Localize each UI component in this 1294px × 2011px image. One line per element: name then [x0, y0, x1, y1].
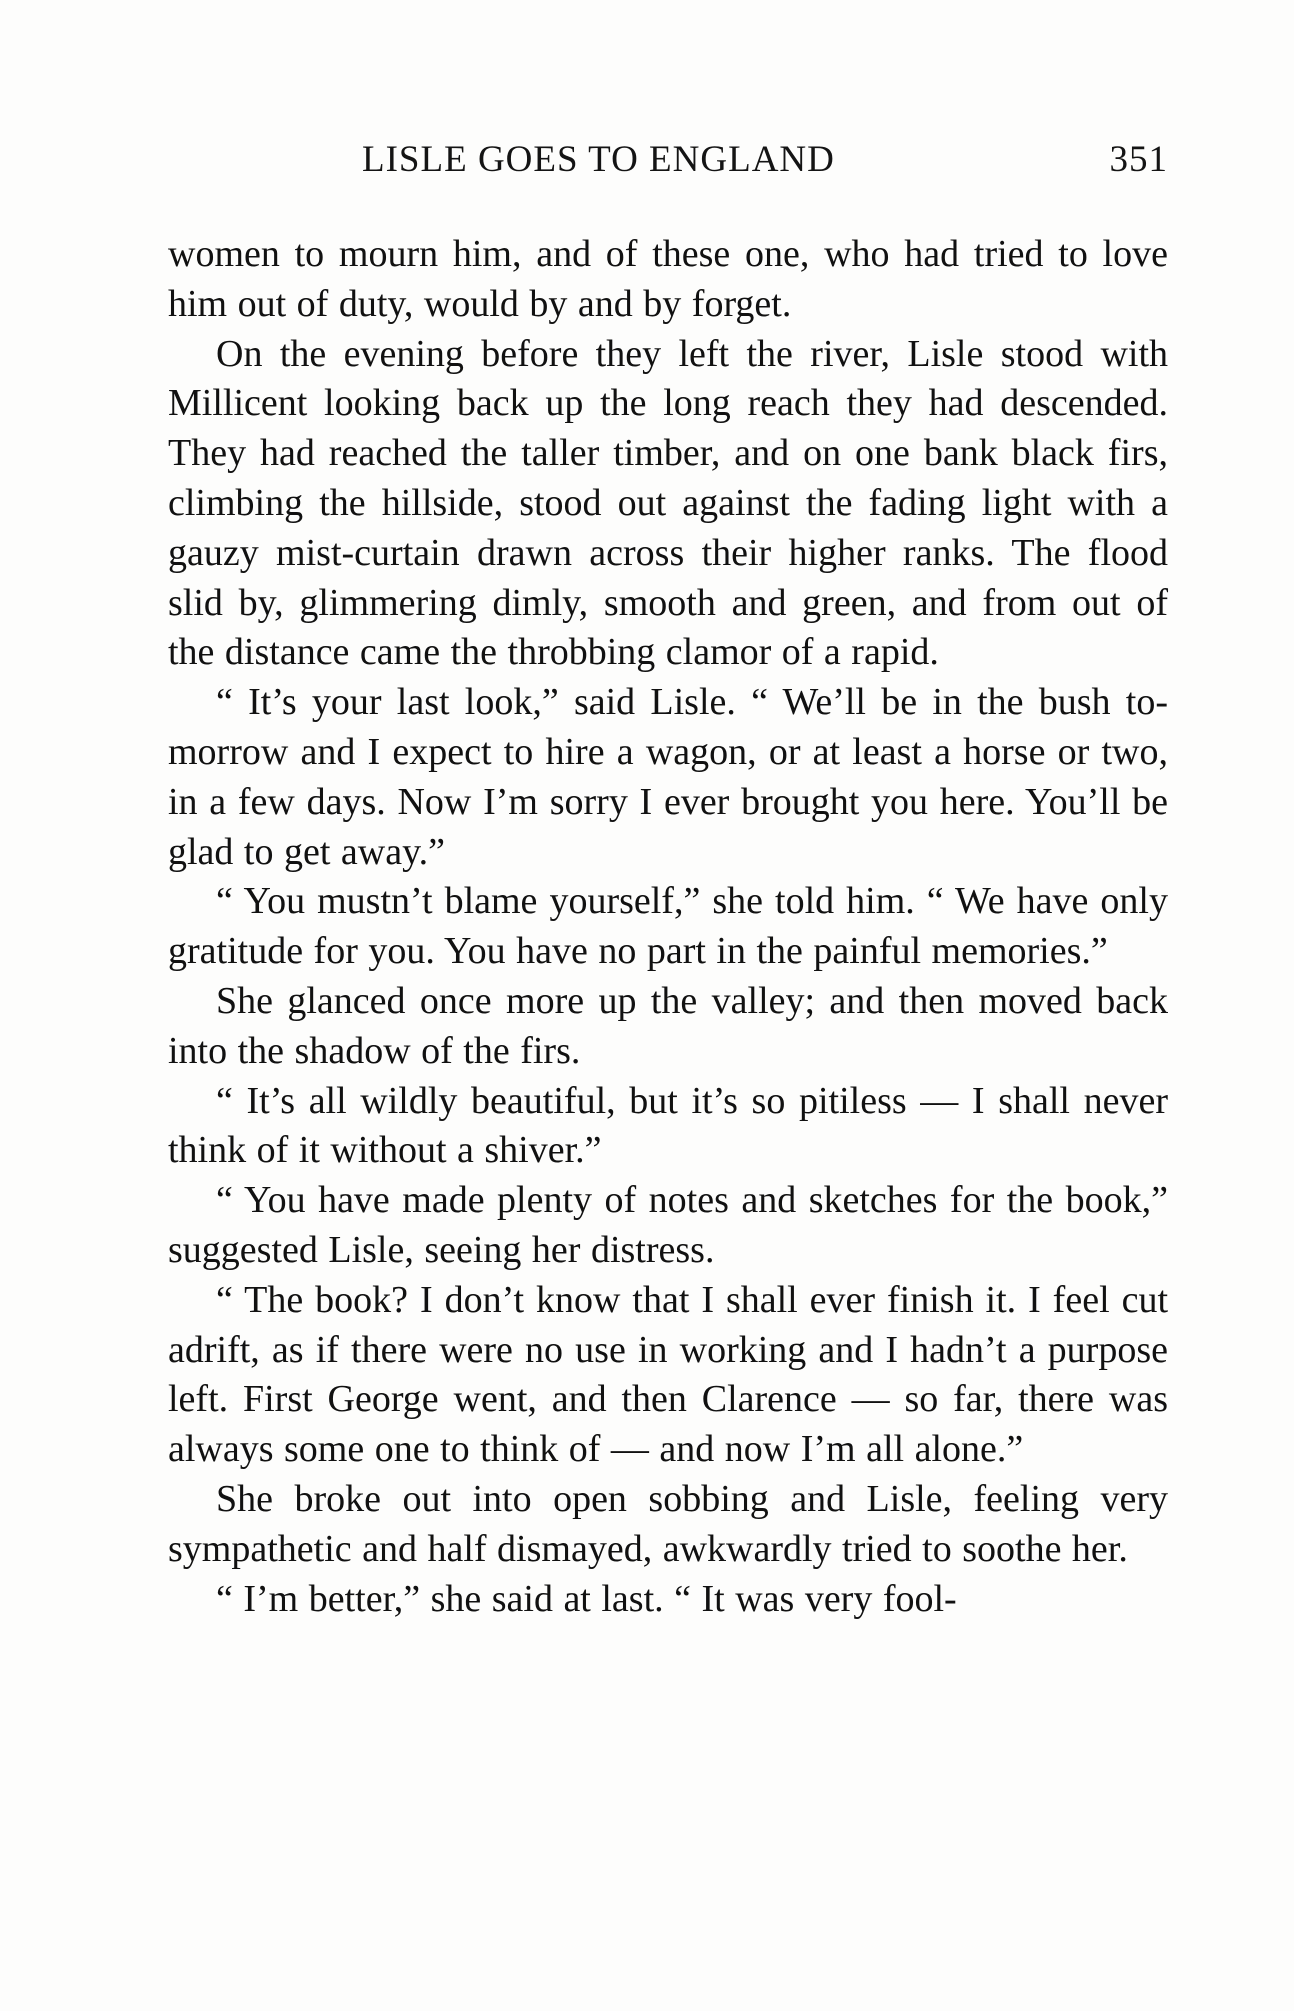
paragraph: “ It’s your last look,” said Lisle. “ We’ll be in the bush to-morrow and I expect to hire a wagon, or at least a horse or two, in a few days. Now I’m sorry I ever brought you here. You’ll be glad to get away.”: [168, 681, 1168, 873]
running-title: LISLE GOES TO ENGLAND: [362, 139, 835, 180]
paragraph: “ The book? I don’t know that I shall ever finish it. I feel cut adrift, as if there were no use in working and I hadn’t a purpose left. First George went, and then Clarence — so far, there was always some one to think of — and now I’m all alone.”: [168, 1278, 1168, 1471]
paragraph: She broke out into open sobbing and Lisle, feeling very sympathetic and half dismayed, awkwardly tried to soothe her.: [168, 1477, 1168, 1570]
paragraph: On the evening before they left the river, Lisle stood with Millicent looking back up the long reach they had descended. They had reached the taller timber, and on one bank black firs, climbing the hillside, stood out against the fading light with a gauzy mist-curtain drawn across their higher ranks. The flood slid by, glimmering dimly, smooth and green, and from out of the distance came the throbbing clamor of a rapid.: [168, 332, 1168, 674]
page-header: [168, 138, 1168, 188]
paragraph: “ You have made plenty of notes and sketches for the book,” suggested Lisle, seeing her distress.: [168, 1179, 1168, 1271]
paragraph: “ It’s all wildly beautiful, but it’s so pitiless — I shall never think of it without a shiver.”: [168, 1079, 1168, 1172]
paragraph-continued: women to mourn him, and of these one, who had tried to love him out of duty, would by and by forget.: [168, 233, 1168, 325]
page-number: 351: [1109, 139, 1168, 180]
paragraph: “ I’m better,” she said at last. “ It was very fool-: [216, 1577, 957, 1620]
paragraph: She glanced once more up the valley; and then moved back into the shadow of the firs.: [168, 979, 1168, 1072]
paragraph: “ You mustn’t blame yourself,” she told him. “ We have only gratitude for you. You have no part in the painful memories.”: [168, 880, 1168, 973]
body-text: [168, 230, 1168, 1624]
